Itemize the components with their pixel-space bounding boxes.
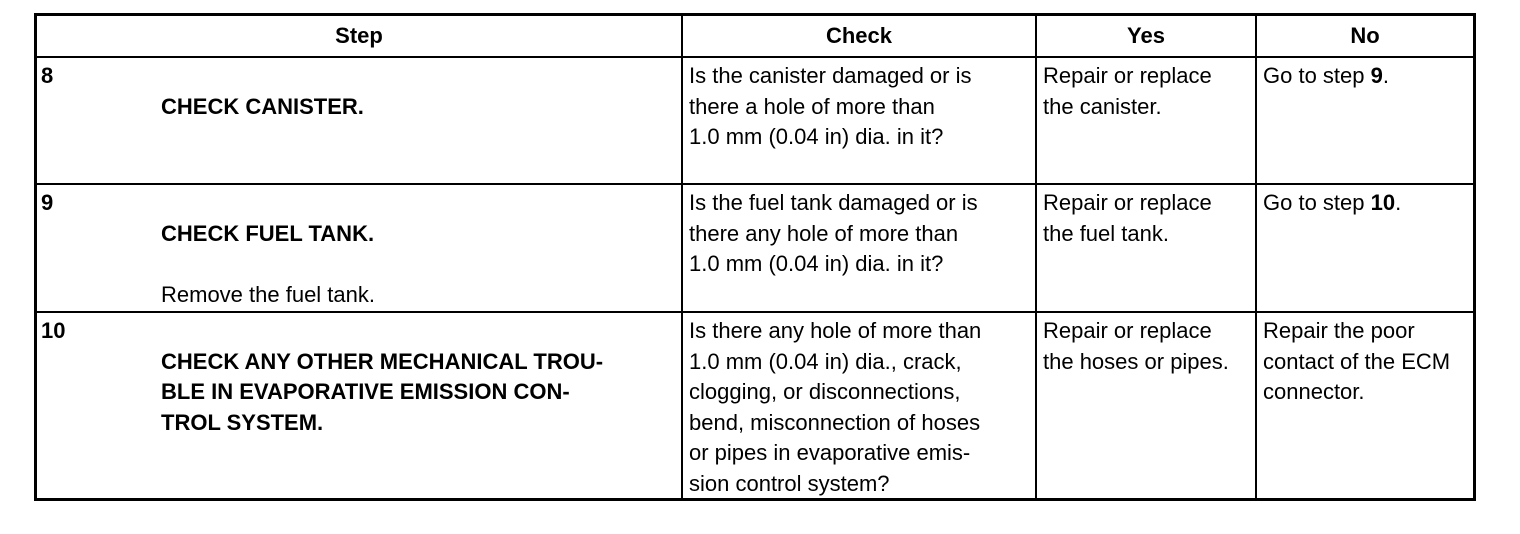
step-title: CHECK CANISTER. [161, 93, 364, 119]
no-cell [1257, 313, 1473, 498]
diagnostic-table [34, 13, 1476, 501]
yes-cell: Repair or replace the canister. [1037, 58, 1257, 185]
header-step: Step [37, 16, 683, 58]
no-step-ref: 9 [1370, 63, 1383, 88]
check-cell: Is the canister damaged or is there a hole of more than 1.0 mm (0.04 in) dia. in it? [683, 58, 1037, 185]
no-prefix: Go to step [1263, 63, 1371, 88]
no-step-ref: 10 [1370, 190, 1396, 215]
step-number: 10 [41, 318, 66, 343]
no-prefix: Go to step [1263, 190, 1371, 215]
step-number: 9 [41, 190, 54, 215]
no-suffix: . [1382, 63, 1389, 88]
step-description [161, 316, 677, 498]
step-description [161, 188, 677, 311]
no-suffix: . [1395, 190, 1402, 215]
yes-cell: Repair or replace the fuel tank. [1037, 185, 1257, 313]
check-cell: Is the fuel tank damaged or is there any hole of more than 1.0 mm (0.04 in) dia. in it? [683, 185, 1037, 313]
no-text: Repair the poor contact of the ECM connector. [1263, 318, 1451, 404]
table-row-step [37, 313, 683, 498]
header-yes: Yes [1037, 16, 1257, 58]
step-detail: Remove the fuel tank. [161, 281, 376, 307]
no-cell [1257, 185, 1473, 313]
header-check: Check [683, 16, 1037, 58]
yes-cell: Repair or replace the hoses or pipes. [1037, 313, 1257, 498]
header-no: No [1257, 16, 1473, 58]
no-cell [1257, 58, 1473, 185]
step-title: CHECK FUEL TANK. [161, 220, 375, 246]
check-cell: Is there any hole of more than 1.0 mm (0.04 in) dia., crack, clogging, or disconnections, bend, misconnection of hoses or pipes in evaporative emis- sion control system? [683, 313, 1037, 498]
step-number: 8 [41, 63, 54, 88]
table-row-step [37, 58, 683, 185]
table-row-step [37, 185, 683, 313]
step-description [161, 61, 677, 183]
step-title: CHECK ANY OTHER MECHANICAL TROU- BLE IN EVAPORATIVE EMISSION CON- TROL SYSTEM. [161, 348, 604, 435]
